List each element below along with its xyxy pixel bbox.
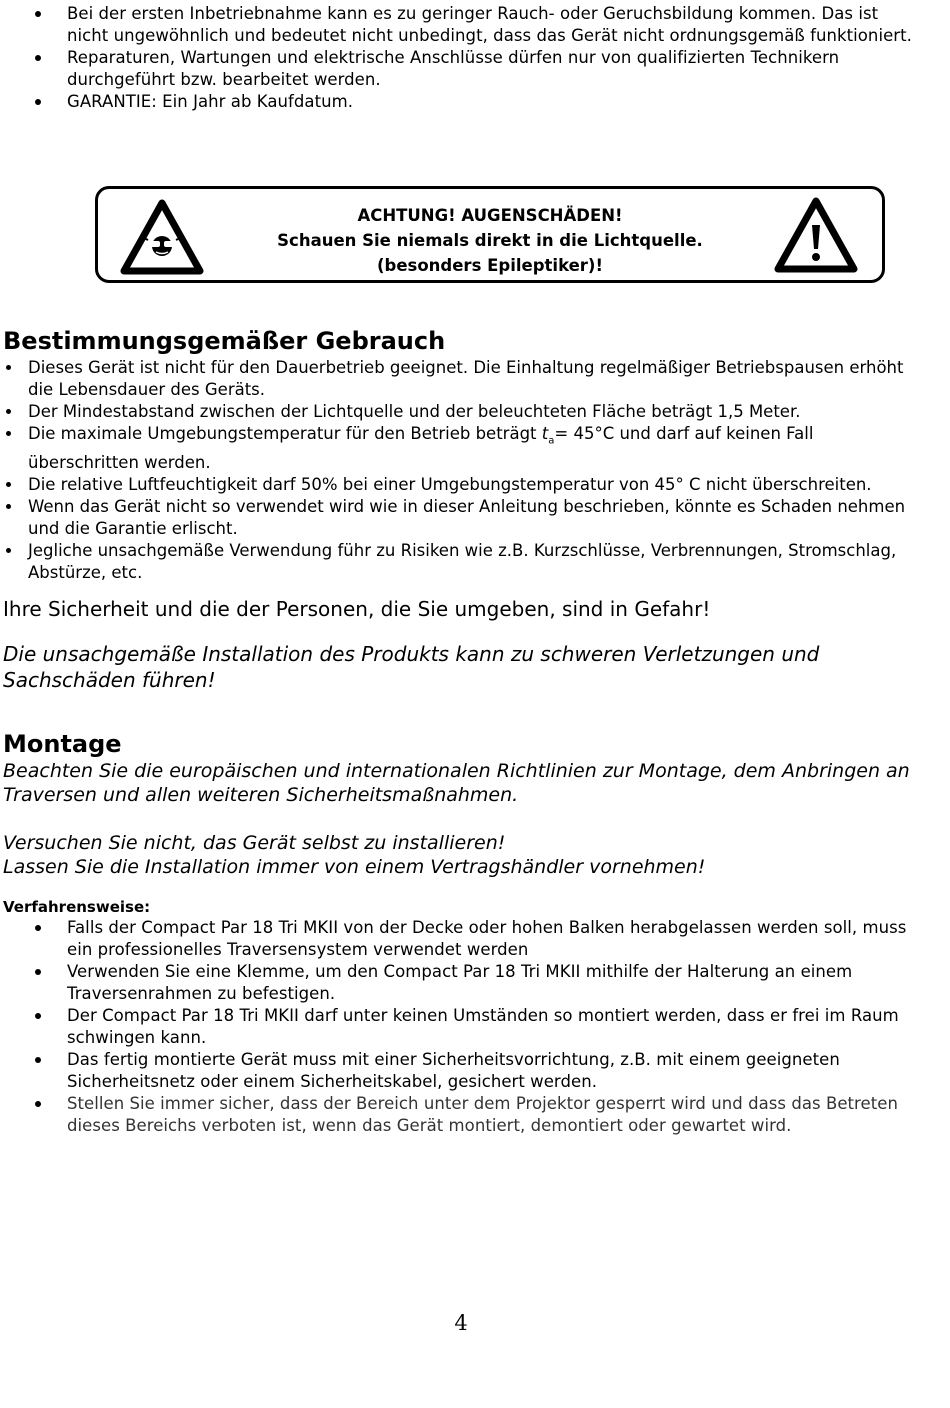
usage-list [0,357,925,584]
install-warning: Die unsachgemäße Installation des Produkts kann zu schweren Verletzungen und Sachschäden führen! [3,642,820,692]
list-item: Der Compact Par 18 Tri MKII darf unter keinen Umständen so montiert werden, dass er frei im Raum schwingen kann. [0,1005,920,1049]
list-item: Falls der Compact Par 18 Tri MKII von der Decke oder hohen Balken herabgelassen werden soll, muss ein professionelles Traversensystem verwendet werden [0,917,920,961]
page-number: 4 [454,1311,468,1335]
intro-list [0,3,920,113]
warning-line: Schauen Sie niemals direkt in die Lichtquelle. [277,231,703,250]
list-item: Reparaturen, Wartungen und elektrische Anschlüsse dürfen nur von qualifizierten Technikern durchgeführt bzw. bearbeitet werden. [0,47,920,91]
list-item [0,423,925,474]
list-item: GARANTIE: Ein Jahr ab Kaufdatum. [0,91,920,113]
list-item: Das fertig montierte Gerät muss mit einer Sicherheitsvorrichtung, z.B. mit einem geeigneten Sicherheitsnetz oder einem Sicherheitskabel, gesichert werden. [0,1049,920,1093]
temperature-symbol: t [541,424,549,443]
list-item: Der Mindestabstand zwischen der Lichtquelle und der beleuchteten Fläche beträgt 1,5 Meter. [0,401,925,423]
safety-note: Ihre Sicherheit und die der Personen, die Sie umgeben, sind in Gefahr! [3,597,711,621]
temperature-subscript: a [548,435,555,447]
list-item: Die relative Luftfeuchtigkeit darf 50% bei einer Umgebungstemperatur von 45° C nicht überschreiten. [0,474,925,496]
section-heading-usage: Bestimmungsgemäßer Gebrauch [3,327,446,355]
warning-text [248,203,732,278]
eye-protection-icon [120,199,204,275]
list-item: Dieses Gerät ist nicht für den Dauerbetrieb geeignet. Die Einhaltung regelmäßiger Betriebspausen erhöht die Lebensdauer des Geräts. [0,357,925,401]
procedure-label: Verfahrensweise: [3,898,151,916]
list-item-text: = 45°C und darf auf keinen Fall überschritten werden. [28,424,814,473]
section-heading-mounting: Montage [3,730,122,758]
mounting-intro: Beachten Sie die europäischen und internationalen Richtlinien zur Montage, dem Anbringen an Traversen und allen weiteren Sicherheitsmaßnahmen. [3,760,910,806]
procedure-list [0,917,920,1137]
list-item: Verwenden Sie eine Klemme, um den Compact Par 18 Tri MKII mithilfe der Halterung an einem Traversenrahmen zu befestigen. [0,961,920,1005]
list-item: Bei der ersten Inbetriebnahme kann es zu geringer Rauch- oder Geruchsbildung kommen. Das ist nicht ungewöhnlich und bedeutet nicht unbedingt, dass das Gerät nicht ordnungsgemäß funktioniert. [0,3,920,47]
list-item: Stellen Sie immer sicher, dass der Bereich unter dem Projektor gesperrt wird und dass das Betreten dieses Bereichs verboten ist, wenn das Gerät montiert, demontiert oder gewartet wird. [0,1093,920,1137]
warning-line: (besonders Epileptiker)! [376,256,603,275]
warning-line: ACHTUNG! AUGENSCHÄDEN! [357,206,623,225]
list-item: Wenn das Gerät nicht so verwendet wird wie in dieser Anleitung beschrieben, könnte es Schaden nehmen und die Garantie erlischt. [0,496,925,540]
list-item: Jegliche unsachgemäße Verwendung führ zu Risiken wie z.B. Kurzschlüsse, Verbrennungen, Stromschlag, Abstürze, etc. [0,540,925,584]
list-item-text: Die maximale Umgebungstemperatur für den Betrieb beträgt [28,424,542,443]
mounting-warning: Lassen Sie die Installation immer von einem Vertragshändler vornehmen! [3,856,706,878]
mounting-warning: Versuchen Sie nicht, das Gerät selbst zu installieren! [3,832,506,854]
warning-box [95,186,885,283]
exclamation-triangle-icon [774,197,858,275]
